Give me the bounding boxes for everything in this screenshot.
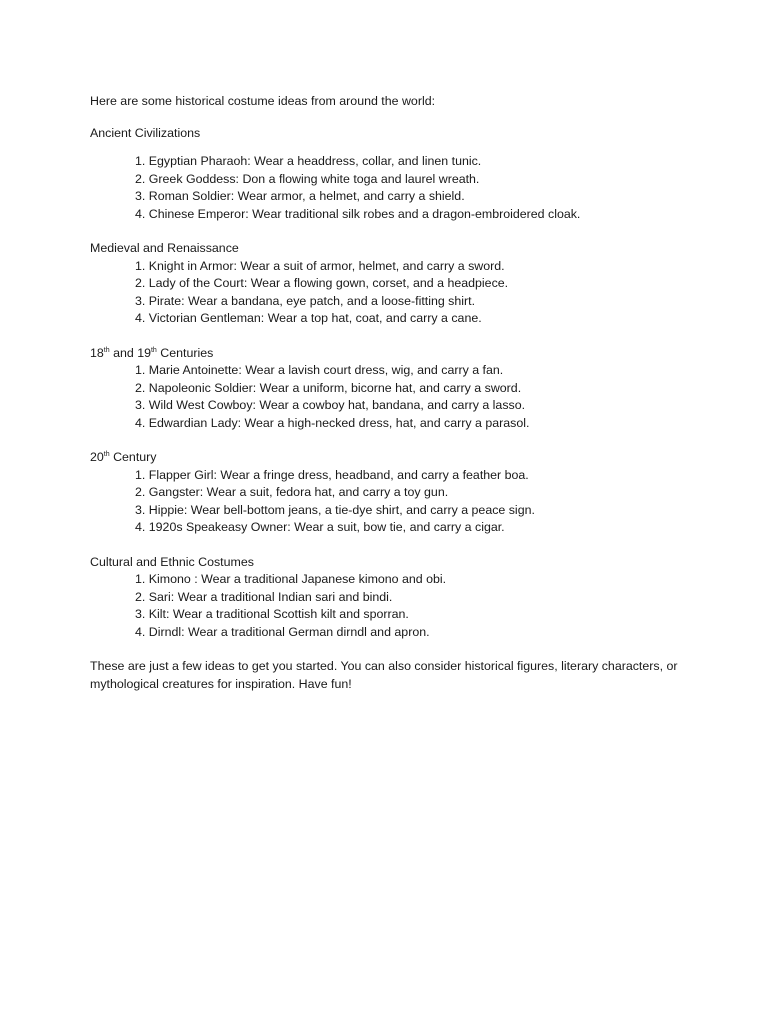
heading-text: Centuries bbox=[156, 345, 214, 360]
section-heading-20th bbox=[90, 449, 690, 467]
list-ancient bbox=[90, 153, 690, 223]
list-item: 3. Wild West Cowboy: Wear a cowboy hat, bandana, and carry a lasso. bbox=[135, 398, 526, 412]
heading-text: Century bbox=[109, 450, 157, 464]
list-item: 3. Hippie: Wear bell-bottom jeans, a tie-dye shirt, and carry a peace sign. bbox=[135, 502, 535, 517]
list-item: 1. Knight in Armor: Wear a suit of armor, helmet, and carry a sword. bbox=[135, 258, 505, 273]
list-item: 2. Napoleonic Soldier: Wear a uniform, bicorne hat, and carry a sword. bbox=[135, 380, 522, 395]
list-item: 4. 1920s Speakeasy Owner: Wear a suit, bow tie, and carry a cigar. bbox=[135, 520, 505, 534]
list-item: 1. Kimono : Wear a traditional Japanese kimono and obi. bbox=[135, 572, 447, 586]
list-item: 3. Roman Soldier: Wear armor, a helmet, and carry a shield. bbox=[135, 189, 465, 203]
section-heading-ancient: Ancient Civilizations bbox=[90, 125, 201, 140]
list-item: 4. Victorian Gentleman: Wear a top hat, coat, and carry a cane. bbox=[135, 311, 482, 325]
heading-number: 20 bbox=[90, 450, 104, 464]
heading-superscript: th bbox=[103, 346, 110, 354]
document-page bbox=[90, 93, 690, 693]
section-heading-18th-19th bbox=[90, 345, 690, 363]
list-item: 4. Dirndl: Wear a traditional German dirndl and apron. bbox=[135, 624, 430, 639]
list-item: 4. Edwardian Lady: Wear a high-necked dress, hat, and carry a parasol. bbox=[135, 415, 530, 430]
list-item: 3. Kilt: Wear a traditional Scottish kilt and sporran. bbox=[135, 607, 409, 621]
list-item: 3. Pirate: Wear a bandana, eye patch, and a loose-fitting shirt. bbox=[135, 293, 476, 308]
list-18th-19th bbox=[90, 362, 690, 432]
list-20th bbox=[90, 467, 690, 537]
list-item: 4. Chinese Emperor: Wear traditional silk robes and a dragon-embroidered cloak. bbox=[135, 206, 581, 221]
list-medieval bbox=[90, 258, 690, 328]
list-item: 2. Greek Goddess: Don a flowing white toga and laurel wreath. bbox=[135, 171, 480, 186]
list-item: 2. Gangster: Wear a suit, fedora hat, and carry a toy gun. bbox=[135, 485, 449, 499]
heading-text: and 19 bbox=[109, 345, 151, 360]
list-cultural bbox=[90, 571, 690, 641]
list-item: 2. Sari: Wear a traditional Indian sari and bindi. bbox=[135, 589, 393, 604]
heading-number: 18 bbox=[90, 345, 104, 360]
heading-superscript: th bbox=[150, 346, 157, 354]
section-heading-cultural: Cultural and Ethnic Costumes bbox=[90, 554, 254, 569]
list-item: 1. Marie Antoinette: Wear a lavish court dress, wig, and carry a fan. bbox=[135, 363, 504, 377]
section-heading-medieval: Medieval and Renaissance bbox=[90, 241, 239, 255]
closing-paragraph: These are just a few ideas to get you started. You can also consider historical figures, literary characters, or mythological creatures for inspiration. Have fun! bbox=[90, 659, 678, 691]
list-item: 1. Egyptian Pharaoh: Wear a headdress, collar, and linen tunic. bbox=[135, 154, 482, 168]
intro-paragraph: Here are some historical costume ideas from around the world: bbox=[90, 94, 436, 108]
list-item: 1. Flapper Girl: Wear a fringe dress, headband, and carry a feather boa. bbox=[135, 467, 529, 482]
list-item: 2. Lady of the Court: Wear a flowing gown, corset, and a headpiece. bbox=[135, 276, 509, 290]
heading-superscript: th bbox=[103, 451, 110, 458]
